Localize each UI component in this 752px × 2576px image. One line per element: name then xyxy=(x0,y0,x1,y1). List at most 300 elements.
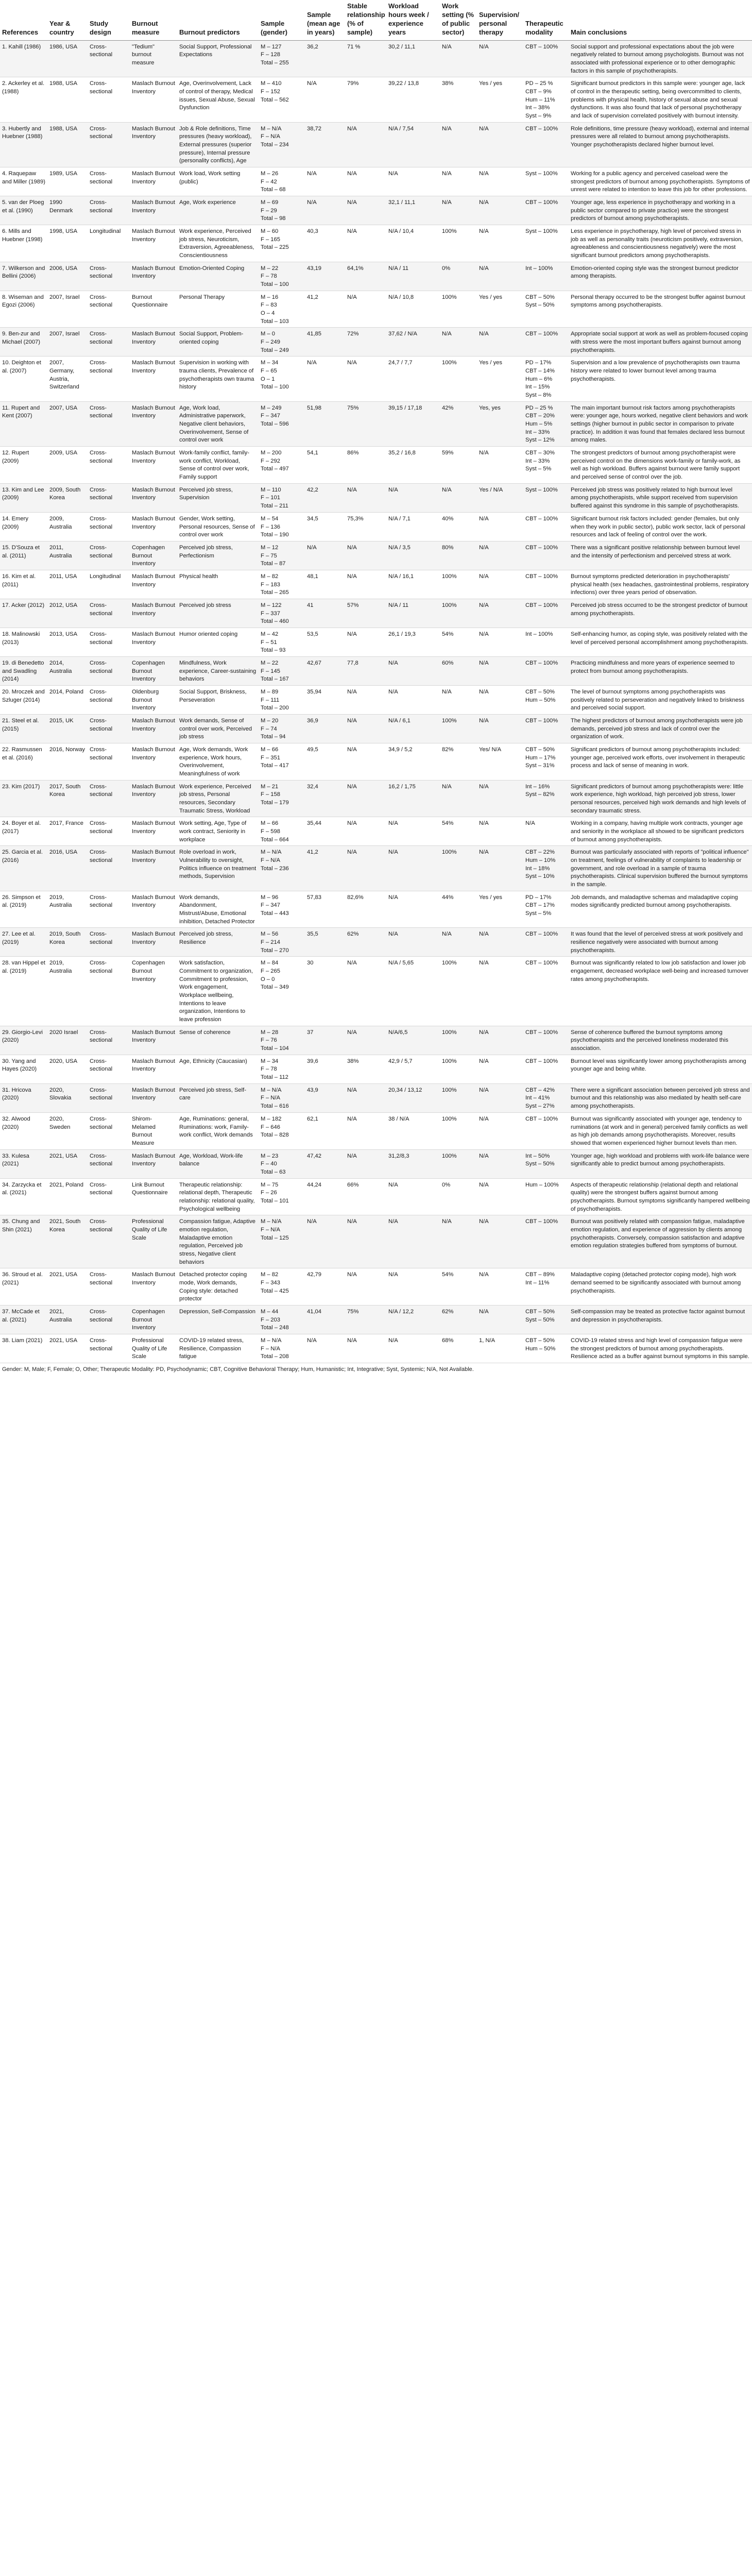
workload-experience-cell: 39,22 / 13,8 xyxy=(386,77,440,122)
cell-line: F – 136 xyxy=(261,523,280,530)
burnout-measure-cell: Shirom-Melamed Burnout Measure xyxy=(130,1112,177,1149)
burnout-predictors-cell: Emotion-Oriented Coping xyxy=(177,262,259,291)
cell-line: M – 66 xyxy=(261,820,279,827)
column-header: Study design xyxy=(88,0,130,40)
workload-experience-cell: N/A xyxy=(386,1178,440,1215)
therapeutic-modality-cell: CBT – 100% xyxy=(523,328,569,357)
supervision-therapy-cell: Yes, yes xyxy=(477,401,523,446)
main-conclusions-cell: The main important burnout risk factors among psychotherapists were: younger age, hours worked, negative client behaviors and work settings (higher burnout in public sector in comparison to private practice). In addition it was found that females declared less burnout among males. xyxy=(569,401,752,446)
burnout-predictors-cell: Age, Workload, Work-life balance xyxy=(177,1149,259,1178)
study-design-cell: Cross-sectional xyxy=(88,357,130,401)
workload-experience-cell: N/A / 7,1 xyxy=(386,512,440,541)
therapeutic-modality-cell xyxy=(523,685,569,714)
cell-line: Total – 208 xyxy=(261,1353,289,1360)
cell-line: Total – 200 xyxy=(261,705,289,711)
stable-relationship-cell: N/A xyxy=(345,357,386,401)
cell-line: M – N/A xyxy=(261,849,282,856)
burnout-predictors-cell: Social Support, Professional Expectations xyxy=(177,40,259,77)
table-row xyxy=(0,1268,752,1306)
workload-experience-cell: N/A xyxy=(386,656,440,685)
column-header: Workload hours week / experience years xyxy=(386,0,440,40)
burnout-predictors-cell: Age, Ethnicity (Caucasian) xyxy=(177,1055,259,1083)
burnout-measure-cell: Copenhagen Burnout Inventory xyxy=(130,1305,177,1334)
table-row xyxy=(0,1334,752,1363)
cell-line: Int – 38% xyxy=(525,105,550,111)
table-row xyxy=(0,357,752,401)
burnout-measure-cell: Maslach Burnout Inventory xyxy=(130,1149,177,1178)
cell-line: Total – 249 xyxy=(261,347,289,353)
cell-line: CBT – 50% xyxy=(525,688,555,695)
reference-cell: 8. Wiseman and Egozi (2006) xyxy=(0,291,47,328)
cell-line: Syst – 27% xyxy=(525,1103,555,1110)
cell-line: Hum – 50% xyxy=(525,1345,556,1352)
mean-age-cell: 35,5 xyxy=(305,928,345,957)
burnout-measure-cell: Maslach Burnout Inventory xyxy=(130,401,177,446)
table-row xyxy=(0,483,752,512)
cell-line: Total – 265 xyxy=(261,589,289,596)
cell-line: Total – 211 xyxy=(261,503,288,510)
cell-line: M – 66 xyxy=(261,746,279,753)
cell-line: M – N/A xyxy=(261,1337,282,1344)
stable-relationship-cell: N/A xyxy=(345,817,386,846)
cell-line: Syst – 50% xyxy=(525,1316,555,1323)
cell-line: M – 23 xyxy=(261,1153,279,1159)
therapeutic-modality-cell: CBT – 100% xyxy=(523,40,569,77)
supervision-therapy-cell: 1, N/A xyxy=(477,1334,523,1363)
workload-experience-cell: N/A / 7,54 xyxy=(386,122,440,167)
cell-line: Int – 41% xyxy=(525,1095,550,1101)
burnout-measure-cell: Copenhagen Burnout Inventory xyxy=(130,957,177,1026)
year-country-cell: 1988, USA xyxy=(47,122,88,167)
cell-line: M – 69 xyxy=(261,199,279,206)
reference-cell: 17. Acker (2012) xyxy=(0,599,47,628)
sample-gender-cell xyxy=(259,1083,305,1112)
work-setting-cell: 62% xyxy=(440,1305,477,1334)
cell-line: F – 646 xyxy=(261,1124,280,1130)
mean-age-cell: 42,79 xyxy=(305,1268,345,1306)
cell-line: M – 16 xyxy=(261,294,279,300)
mean-age-cell: 35,44 xyxy=(305,817,345,846)
cell-line: M – 42 xyxy=(261,631,279,637)
work-setting-cell: 100% xyxy=(440,599,477,628)
table-row xyxy=(0,780,752,817)
burnout-predictors-cell: Depression, Self-Compassion xyxy=(177,1305,259,1334)
therapeutic-modality-cell: CBT – 100% xyxy=(523,1055,569,1083)
stable-relationship-cell: 38% xyxy=(345,1055,386,1083)
table-row xyxy=(0,1178,752,1215)
cell-line: F – 347 xyxy=(261,902,280,909)
sample-gender-cell xyxy=(259,1149,305,1178)
cell-line: CBT – 22% xyxy=(525,849,555,856)
sample-gender-cell xyxy=(259,1215,305,1268)
cell-line: M – 75 xyxy=(261,1181,279,1188)
cell-line: Total – 236 xyxy=(261,865,289,872)
therapeutic-modality-cell xyxy=(523,891,569,928)
main-conclusions-cell: Supervision and a low prevalence of psychotherapists own trauma history were related to lower burnout level among trauma psychotherapists. xyxy=(569,357,752,401)
cell-line: F – 343 xyxy=(261,1279,280,1286)
burnout-measure-cell: Maslach Burnout Inventory xyxy=(130,817,177,846)
cell-line: CBT – 30% xyxy=(525,450,555,456)
workload-experience-cell: N/A xyxy=(386,1334,440,1363)
stable-relationship-cell: N/A xyxy=(345,291,386,328)
workload-experience-cell: 30,2 / 11,1 xyxy=(386,40,440,77)
study-design-cell: Cross-sectional xyxy=(88,891,130,928)
work-setting-cell: 54% xyxy=(440,817,477,846)
burnout-predictors-cell: Social Support, Problem-oriented coping xyxy=(177,328,259,357)
table-row xyxy=(0,225,752,262)
work-setting-cell: 100% xyxy=(440,225,477,262)
burnout-measure-cell: Maslach Burnout Inventory xyxy=(130,196,177,225)
cell-line: Total – 101 xyxy=(261,1197,289,1204)
study-design-cell: Longitudinal xyxy=(88,225,130,262)
reference-cell: 5. van der Ploeg et al. (1990) xyxy=(0,196,47,225)
work-setting-cell: 100% xyxy=(440,846,477,891)
work-setting-cell: 44% xyxy=(440,891,477,928)
study-design-cell: Cross-sectional xyxy=(88,291,130,328)
burnout-measure-cell: Maslach Burnout Inventory xyxy=(130,891,177,928)
supervision-therapy-cell: N/A xyxy=(477,512,523,541)
cell-line: M – 34 xyxy=(261,1058,279,1064)
year-country-cell: 2019, Australia xyxy=(47,891,88,928)
study-design-cell: Cross-sectional xyxy=(88,928,130,957)
supervision-therapy-cell: N/A xyxy=(477,1083,523,1112)
mean-age-cell: N/A xyxy=(305,196,345,225)
mean-age-cell: N/A xyxy=(305,1334,345,1363)
therapeutic-modality-cell xyxy=(523,357,569,401)
table-row xyxy=(0,570,752,599)
supervision-therapy-cell: N/A xyxy=(477,122,523,167)
study-design-cell: Cross-sectional xyxy=(88,1055,130,1083)
reference-cell: 2. Ackerley et al. (1988) xyxy=(0,77,47,122)
reference-cell: 11. Rupert and Kent (2007) xyxy=(0,401,47,446)
burnout-predictors-cell: Mindfulness, Work experience, Career-sustaining behaviors xyxy=(177,656,259,685)
table-row xyxy=(0,77,752,122)
cell-line: M – 182 xyxy=(261,1115,282,1122)
cell-line: M – 82 xyxy=(261,573,279,580)
cell-line: M – 20 xyxy=(261,717,279,724)
year-country-cell: 2016, USA xyxy=(47,846,88,891)
supervision-therapy-cell: N/A xyxy=(477,40,523,77)
therapeutic-modality-cell: Int – 100% xyxy=(523,628,569,656)
main-conclusions-cell: Appropriate social support at work as well as problem-focused coping with stress were the most important buffers against burnout among psychotherapists. xyxy=(569,328,752,357)
main-conclusions-cell: Self-compassion may be treated as protective factor against burnout and depression in psychotherapists. xyxy=(569,1305,752,1334)
cell-line: O – 0 xyxy=(261,976,275,982)
therapeutic-modality-cell xyxy=(523,1334,569,1363)
cell-line: F – 145 xyxy=(261,668,280,674)
stable-relationship-cell: N/A xyxy=(345,743,386,780)
supervision-therapy-cell: Yes / yes xyxy=(477,77,523,122)
cell-line: F – 51 xyxy=(261,639,277,646)
burnout-predictors-cell: Perceived job stress, Supervision xyxy=(177,483,259,512)
workload-experience-cell: N/A/6,5 xyxy=(386,1026,440,1055)
reference-cell: 35. Chung and Shin (2021) xyxy=(0,1215,47,1268)
year-country-cell: 2017, South Korea xyxy=(47,780,88,817)
mean-age-cell: 49,5 xyxy=(305,743,345,780)
mean-age-cell: 62,1 xyxy=(305,1112,345,1149)
therapeutic-modality-cell xyxy=(523,846,569,891)
therapeutic-modality-cell: N/A xyxy=(523,817,569,846)
supervision-therapy-cell: N/A xyxy=(477,328,523,357)
burnout-measure-cell: Copenhagen Burnout Inventory xyxy=(130,541,177,570)
study-design-cell: Cross-sectional xyxy=(88,1268,130,1306)
sample-gender-cell xyxy=(259,167,305,196)
main-conclusions-cell: Working in a company, having multiple work contracts, younger age and seniority in the workplace all showed to be significant predictors of burnout among psychotherapists. xyxy=(569,817,752,846)
year-country-cell: 2009, Australia xyxy=(47,512,88,541)
work-setting-cell: 0% xyxy=(440,262,477,291)
table-row xyxy=(0,685,752,714)
table-footnote: Gender: M, Male; F, Female; O, Other; Therapeutic Modality: PD, Psychodynamic; CBT, Cognitive Behavioral Therapy; Hum, Humanistic; Int, Integrative; Syst, Systemic; N/A, Not Available. xyxy=(2,1366,474,1372)
cell-line: F – 74 xyxy=(261,725,277,732)
year-country-cell: 2021, USA xyxy=(47,1268,88,1306)
cell-line: M – N/A xyxy=(261,1218,282,1225)
burnout-predictors-cell: Age, Work demands, Work experience, Work hours, Overinvolvement, Meaningfulness of work xyxy=(177,743,259,780)
main-conclusions-cell: Significant burnout predictors in this sample were: younger age, lack of control in the therapeutic setting, being overcommitted to clients, problems with physical health, history of sexual abuse and sexual dysfunctions. It was also found that lack of personal psychotherapy and lack of supervision correlated positively with burnout intensity. xyxy=(569,77,752,122)
supervision-therapy-cell: N/A xyxy=(477,196,523,225)
column-header: References xyxy=(0,0,47,40)
burnout-predictors-cell: Perceived job stress, Perfectionism xyxy=(177,541,259,570)
reference-cell: 24. Boyer et al. (2017) xyxy=(0,817,47,846)
table-row xyxy=(0,401,752,446)
cell-line: M – 82 xyxy=(261,1272,279,1278)
stable-relationship-cell: N/A xyxy=(345,1215,386,1268)
cell-line: Total – 125 xyxy=(261,1234,289,1241)
therapeutic-modality-cell: Hum – 100% xyxy=(523,1178,569,1215)
cell-line: F – N/A xyxy=(261,857,280,864)
workload-experience-cell: 39,15 / 17,18 xyxy=(386,401,440,446)
year-country-cell: 2021, Poland xyxy=(47,1178,88,1215)
stable-relationship-cell: 62% xyxy=(345,928,386,957)
supervision-therapy-cell: N/A xyxy=(477,1178,523,1215)
main-conclusions-cell: Practicing mindfulness and more years of experience seemed to protect from burnout among psychotherapists. xyxy=(569,656,752,685)
burnout-measure-cell: Maslach Burnout Inventory xyxy=(130,846,177,891)
study-design-cell: Cross-sectional xyxy=(88,447,130,484)
study-design-cell: Cross-sectional xyxy=(88,685,130,714)
supervision-therapy-cell: N/A xyxy=(477,262,523,291)
cell-line: Total – 100 xyxy=(261,281,289,288)
stable-relationship-cell: N/A xyxy=(345,628,386,656)
workload-experience-cell: N/A / 12,2 xyxy=(386,1305,440,1334)
table-row xyxy=(0,1026,752,1055)
cell-line: M – 89 xyxy=(261,688,279,695)
main-conclusions-cell: Younger age, less experience in psychotherapy and working in a public sector compared to private practice) were the strongest predictors of burnout among psychotherapists. xyxy=(569,196,752,225)
burnout-predictors-cell: Therapeutic relationship: relational depth, Therapeutic relationship: relational quality, Psychological wellbeing xyxy=(177,1178,259,1215)
cell-line: F – 78 xyxy=(261,273,277,280)
cell-line: Total – 248 xyxy=(261,1325,289,1331)
year-country-cell: 2021, South Korea xyxy=(47,1215,88,1268)
cell-line: M – 12 xyxy=(261,544,279,551)
sample-gender-cell xyxy=(259,262,305,291)
cell-line: O – 1 xyxy=(261,376,275,382)
stable-relationship-cell: N/A xyxy=(345,1026,386,1055)
reference-cell: 38. Liam (2021) xyxy=(0,1334,47,1363)
stable-relationship-cell: 57% xyxy=(345,599,386,628)
workload-experience-cell: 16,2 / 1,75 xyxy=(386,780,440,817)
burnout-measure-cell: Maslach Burnout Inventory xyxy=(130,1026,177,1055)
cell-line: F – 152 xyxy=(261,88,280,95)
table-row xyxy=(0,743,752,780)
sample-gender-cell xyxy=(259,357,305,401)
work-setting-cell: 38% xyxy=(440,77,477,122)
burnout-predictors-cell: Age, Overinvolvement, Lack of control of therapy, Medical issues, Sexual Abuse, Sexual Dysfunction xyxy=(177,77,259,122)
study-design-cell: Cross-sectional xyxy=(88,122,130,167)
sample-gender-cell xyxy=(259,714,305,743)
cell-line: Syst – 50% xyxy=(525,1161,555,1167)
workload-experience-cell: N/A xyxy=(386,167,440,196)
supervision-therapy-cell: Yes/ N/A xyxy=(477,743,523,780)
stable-relationship-cell: N/A xyxy=(345,1268,386,1306)
workload-experience-cell: N/A xyxy=(386,685,440,714)
cell-line: F – 351 xyxy=(261,754,280,761)
stable-relationship-cell: 64,1% xyxy=(345,262,386,291)
mean-age-cell: 39,6 xyxy=(305,1055,345,1083)
burnout-measure-cell: Maslach Burnout Inventory xyxy=(130,167,177,196)
supervision-therapy-cell: N/A xyxy=(477,541,523,570)
main-conclusions-cell: There was a significant positive relationship between burnout level and the intensity of perfectionism and perceived stress at work. xyxy=(569,541,752,570)
supervision-therapy-cell: N/A xyxy=(477,599,523,628)
study-design-cell: Cross-sectional xyxy=(88,714,130,743)
cell-line: M – 110 xyxy=(261,486,281,493)
sample-gender-cell xyxy=(259,957,305,1026)
table-row xyxy=(0,628,752,656)
stable-relationship-cell: 82,6% xyxy=(345,891,386,928)
workload-experience-cell: N/A / 16,1 xyxy=(386,570,440,599)
table-row xyxy=(0,928,752,957)
burnout-measure-cell: Maslach Burnout Inventory xyxy=(130,262,177,291)
therapeutic-modality-cell: CBT – 100% xyxy=(523,714,569,743)
study-design-cell: Cross-sectional xyxy=(88,1083,130,1112)
table-row xyxy=(0,40,752,77)
cell-line: PD – 25 % xyxy=(525,404,553,411)
stable-relationship-cell: 75% xyxy=(345,1305,386,1334)
work-setting-cell: 54% xyxy=(440,1268,477,1306)
main-conclusions-cell: Burnout was significantly associated with younger age, tendency to ruminations (at work and in general) perceived family conflicts as well as high job demands among psychotherapists. Moreover, results showed that women experienced higher burnout levels than men. xyxy=(569,1112,752,1149)
year-country-cell: 2020, Sweden xyxy=(47,1112,88,1149)
reference-cell: 20. Mroczek and Szluger (2014) xyxy=(0,685,47,714)
column-header: Therapeutic modality xyxy=(523,0,569,40)
supervision-therapy-cell: N/A xyxy=(477,957,523,1026)
reference-cell: 21. Steel et al. (2015) xyxy=(0,714,47,743)
mean-age-cell: 32,4 xyxy=(305,780,345,817)
workload-experience-cell: N/A / 3,5 xyxy=(386,541,440,570)
supervision-therapy-cell: Yes / yes xyxy=(477,891,523,928)
sample-gender-cell xyxy=(259,1112,305,1149)
stable-relationship-cell: 71 % xyxy=(345,40,386,77)
reference-cell: 19. di Benedetto and Swadling (2014) xyxy=(0,656,47,685)
cell-line: Syst – 5% xyxy=(525,466,552,472)
main-conclusions-cell: Working for a public agency and perceived caseload were the strongest predictors of burnout among psychotherapists. Symptoms of unrest were related to intention to leave this job for other professions. xyxy=(569,167,752,196)
cell-line: F – 111 xyxy=(261,697,280,703)
year-country-cell: 2013, USA xyxy=(47,628,88,656)
cell-line: M – N/A xyxy=(261,125,282,132)
workload-experience-cell: N/A / 10,8 xyxy=(386,291,440,328)
year-country-cell: 2015, UK xyxy=(47,714,88,743)
reference-cell: 34. Zarzycka et al. (2021) xyxy=(0,1178,47,1215)
workload-experience-cell: 20,34 / 13,12 xyxy=(386,1083,440,1112)
work-setting-cell: N/A xyxy=(440,122,477,167)
cell-line: Total – 497 xyxy=(261,466,289,472)
cell-line: Total – 98 xyxy=(261,215,286,222)
therapeutic-modality-cell xyxy=(523,1149,569,1178)
mean-age-cell: 48,1 xyxy=(305,570,345,599)
therapeutic-modality-cell: CBT – 100% xyxy=(523,1112,569,1149)
burnout-measure-cell: Maslach Burnout Inventory xyxy=(130,122,177,167)
workload-experience-cell: 38 / N/A xyxy=(386,1112,440,1149)
reference-cell: 13. Kim and Lee (2009) xyxy=(0,483,47,512)
column-header: Burnout predictors xyxy=(177,0,259,40)
work-setting-cell: 100% xyxy=(440,1083,477,1112)
year-country-cell: 2014, Australia xyxy=(47,656,88,685)
reference-cell: 15. D'Souza et al. (2011) xyxy=(0,541,47,570)
burnout-predictors-cell: Supervision in working with trauma clients, Prevalence of psychotherapists own trauma history xyxy=(177,357,259,401)
stable-relationship-cell: N/A xyxy=(345,483,386,512)
cell-line: F – N/A xyxy=(261,1095,280,1101)
supervision-therapy-cell: N/A xyxy=(477,1215,523,1268)
cell-line: CBT – 20% xyxy=(525,413,555,419)
mean-age-cell: 41,04 xyxy=(305,1305,345,1334)
column-header: Supervision/ personal therapy xyxy=(477,0,523,40)
cell-line: F – 158 xyxy=(261,791,280,798)
therapeutic-modality-cell: Syst – 100% xyxy=(523,167,569,196)
work-setting-cell: 82% xyxy=(440,743,477,780)
workload-experience-cell: N/A / 5,65 xyxy=(386,957,440,1026)
burnout-measure-cell: Oldenburg Burnout Inventory xyxy=(130,685,177,714)
reference-cell: 31. Hricova (2020) xyxy=(0,1083,47,1112)
mean-age-cell: 38,72 xyxy=(305,122,345,167)
sample-gender-cell xyxy=(259,891,305,928)
main-conclusions-cell: Burnout symptoms predicted deterioration in psychotherapists' physical health (sex headaches, gastrointestinal problems, respiratory infections) over three years period of observation. xyxy=(569,570,752,599)
work-setting-cell: N/A xyxy=(440,196,477,225)
burnout-measure-cell: Maslach Burnout Inventory xyxy=(130,512,177,541)
table-row xyxy=(0,1083,752,1112)
burnout-predictors-cell: Age, Ruminations: general, Ruminations: work, Family-work conflict, Work demands xyxy=(177,1112,259,1149)
therapeutic-modality-cell: CBT – 100% xyxy=(523,1026,569,1055)
stable-relationship-cell: N/A xyxy=(345,541,386,570)
burnout-predictors-cell: Job & Role definitions, Time pressures (heavy workload), External pressures (superior pressure), Internal pressure (personality conflicts), Age xyxy=(177,122,259,167)
study-design-cell: Cross-sectional xyxy=(88,1178,130,1215)
reference-cell: 22. Rasmussen et al. (2016) xyxy=(0,743,47,780)
study-design-cell: Cross-sectional xyxy=(88,656,130,685)
mean-age-cell: 44,24 xyxy=(305,1178,345,1215)
reference-cell: 37. McCade et al. (2021) xyxy=(0,1305,47,1334)
year-country-cell: 2019, South Korea xyxy=(47,928,88,957)
burnout-predictors-cell: Social Support, Briskness, Perseveration xyxy=(177,685,259,714)
stable-relationship-cell: 72% xyxy=(345,328,386,357)
sample-gender-cell xyxy=(259,196,305,225)
main-conclusions-cell: Personal therapy occurred to be the strongest buffer against burnout symptoms among psychotherapists. xyxy=(569,291,752,328)
burnout-predictors-cell: Sense of coherence xyxy=(177,1026,259,1055)
reference-cell: 1. Kahill (1986) xyxy=(0,40,47,77)
sample-gender-cell xyxy=(259,1268,305,1306)
table-row xyxy=(0,714,752,743)
cell-line: Total – 443 xyxy=(261,910,289,917)
workload-experience-cell: 32,1 / 11,1 xyxy=(386,196,440,225)
reference-cell: 3. Hubertly and Huebner (1988) xyxy=(0,122,47,167)
cell-line: Total – 596 xyxy=(261,421,289,428)
burnout-predictors-cell: Humor oriented coping xyxy=(177,628,259,656)
burnout-predictors-cell: Work demands, Sense of control over work, Perceived job stress xyxy=(177,714,259,743)
cell-line: Int – 33% xyxy=(525,429,550,435)
burnout-predictors-cell: Work experience, Perceived job stress, Neuroticism, Extraversion, Agreeableness, Conscientiousness xyxy=(177,225,259,262)
cell-line: M – N/A xyxy=(261,1087,282,1093)
main-conclusions-cell: Self-enhancing humor, as coping style, was positively related with the level of perceived personal accomplishment among psychotherapists. xyxy=(569,628,752,656)
burnout-measure-cell: Maslach Burnout Inventory xyxy=(130,225,177,262)
reference-cell: 32. Alwood (2020) xyxy=(0,1112,47,1149)
mean-age-cell: 57,83 xyxy=(305,891,345,928)
stable-relationship-cell: 75% xyxy=(345,401,386,446)
reference-cell: 28. van Hippel et al. (2019) xyxy=(0,957,47,1026)
cell-line: Syst – 8% xyxy=(525,392,552,399)
therapeutic-modality-cell: CBT – 100% xyxy=(523,570,569,599)
